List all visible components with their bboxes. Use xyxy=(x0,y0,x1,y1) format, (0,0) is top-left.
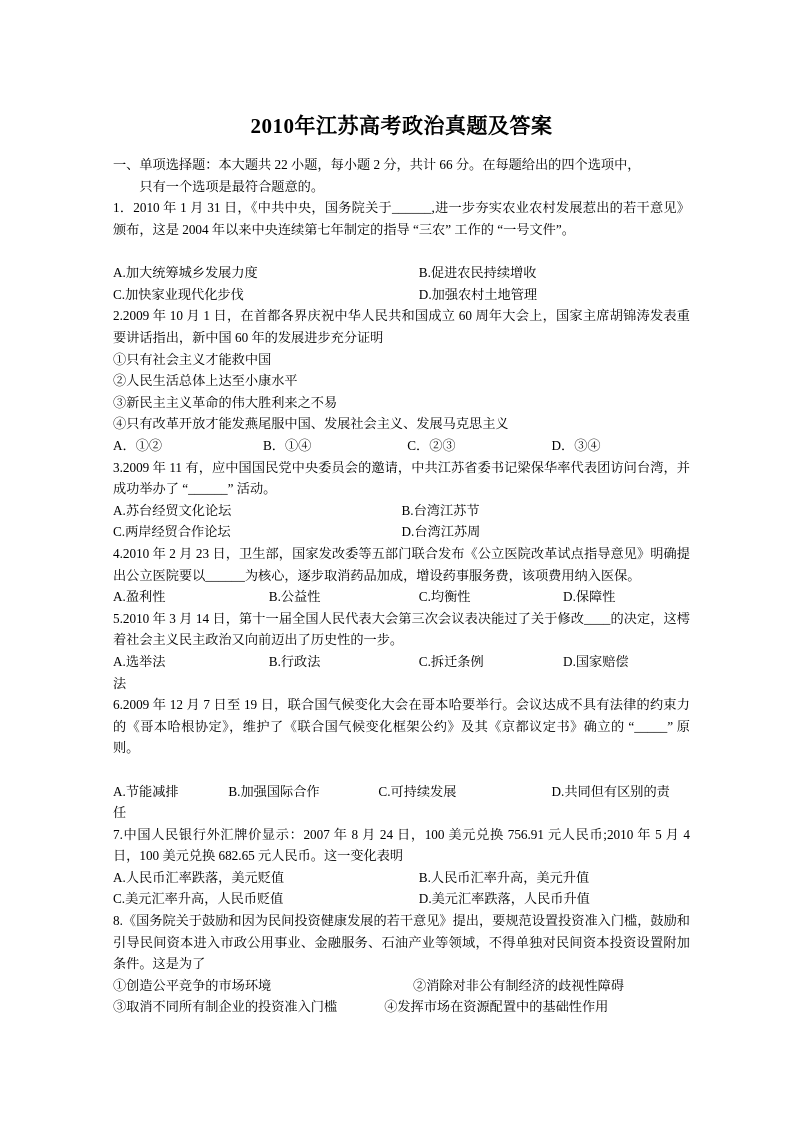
option-a[interactable]: A．①② xyxy=(113,438,163,454)
question-5-option-d-wrap: 法 xyxy=(113,675,127,691)
statement-1: ①创造公平竞争的市场环境 xyxy=(113,977,272,993)
statement-3: ③取消不同所有制企业的投资准入门槛 xyxy=(113,999,338,1015)
option-a[interactable]: A.盈利性 xyxy=(113,589,166,605)
option-a[interactable]: A.人民币汇率跌落，美元贬值 xyxy=(113,869,285,885)
option-d[interactable]: D.保障性 xyxy=(563,589,616,605)
question-3-options-row-2 xyxy=(113,521,690,543)
question-3-options-row-1 xyxy=(113,500,690,522)
section-intro-line-2: 只有一个选项是最符合题意的。 xyxy=(139,178,325,194)
option-d[interactable]: D.加强农村土地管理 xyxy=(418,286,538,302)
question-4 xyxy=(113,543,690,608)
option-d[interactable]: D.台湾江苏周 xyxy=(401,524,481,540)
option-b[interactable]: B.台湾江苏节 xyxy=(401,502,480,518)
question-7-options-row-2 xyxy=(113,888,690,910)
option-a[interactable]: A.加大统筹城乡发展力度 xyxy=(113,265,258,281)
question-2 xyxy=(113,305,690,456)
question-7-options-row-1 xyxy=(113,867,690,889)
question-8-statements-row-1 xyxy=(113,975,690,997)
question-8 xyxy=(113,910,690,1018)
question-2-statement-3: ③新民主主义革命的伟大胜利来之不易 xyxy=(113,394,338,410)
section-intro-line-1: 一、单项选择题：本大题共 22 小题，每小题 2 分，共计 66 分。在每题给出的四个选项中， xyxy=(113,157,641,173)
option-c[interactable]: C.拆迁条例 xyxy=(418,653,484,669)
question-2-statement-2: ②人民生活总体上达至小康水平 xyxy=(113,373,298,389)
option-b[interactable]: B.促进农民持续增收 xyxy=(418,265,537,281)
option-c[interactable]: C.可持续发展 xyxy=(378,783,457,799)
option-c[interactable]: C.加快家业现代化步伐 xyxy=(113,286,244,302)
question-8-statements-row-2 xyxy=(113,996,690,1018)
question-4-stem: 4.2010 年 2 月 23 日，卫生部，国家发改委等五部门联合发布《公立医院改革试点指导意见》明确提出公立医院要以______为核心，逐步取消药品加成，增设药事服务费，该项费用纳入医保。 xyxy=(113,545,690,583)
question-1-stem: 1．2010 年 1 月 31 日，《中共中央，国务院关于______,进一步夯实农业农村发展惹出的若干意见》颁布，这是 2004 年以来中央连续第七年制定的指导 “三农” 工作的 “一号文件”。 xyxy=(113,200,690,238)
page-title: 2010年江苏高考政治真题及答案 xyxy=(250,114,553,138)
question-7-stem: 7.中国人民银行外汇牌价显示：2007 年 8 月 24 日，100 美元兑换 756.91 元人民币;2010 年 5 月 4 日，100 美元兑换 682.65 元人民币。这一变化表明 xyxy=(113,826,690,864)
section-intro xyxy=(113,154,690,197)
question-6-options xyxy=(113,781,690,803)
spacer xyxy=(113,759,690,781)
question-5-options xyxy=(113,651,690,673)
question-5 xyxy=(113,608,690,694)
option-d[interactable]: D.美元汇率跌落，人民币升值 xyxy=(418,891,590,907)
question-8-stem: 8.《国务院关于鼓励和因为民间投资健康发展的若干意见》提出，要规范设置投资准入门槛，鼓励和引导民间资本进入市政公用事业、金融服务、石油产业等领域，不得单独对民间资本投资设置附加条件。这是为了 xyxy=(113,913,690,972)
option-c[interactable]: C.均衡性 xyxy=(418,589,471,605)
question-6-stem: 6.2009 年 12 月 7 日至 19 日，联合国气候变化大会在哥本哈要举行。会议达成不具有法律的约束力的《哥本哈根协定》，维护了《联合国气候变化框架公约》及其《京都议定书》确立的 “_____” 原则。 xyxy=(113,697,690,756)
option-c[interactable]: C.两岸经贸合作论坛 xyxy=(113,524,231,540)
question-4-options xyxy=(113,586,690,608)
spacer xyxy=(113,241,690,263)
option-a[interactable]: A.节能减排 xyxy=(113,783,179,799)
question-1-options-row-1 xyxy=(113,262,690,284)
question-3 xyxy=(113,457,690,543)
statement-2: ②消除对非公有制经济的歧视性障碍 xyxy=(413,977,625,993)
question-2-statement-1: ①只有社会主义才能救中国 xyxy=(113,351,272,367)
question-3-stem: 3.2009 年 11 有，应中国国民党中央委员会的邀请，中共江苏省委书记梁保华率代表团访问台湾，并成功举办了 “______” 活动。 xyxy=(113,459,690,497)
option-b[interactable]: B．①④ xyxy=(263,438,312,454)
option-b[interactable]: B.加强国际合作 xyxy=(228,783,320,799)
option-d[interactable]: D．③④ xyxy=(551,438,601,454)
option-b[interactable]: B.公益性 xyxy=(268,589,321,605)
question-7 xyxy=(113,824,690,910)
question-6-option-d-wrap: 任 xyxy=(113,805,127,821)
question-2-options xyxy=(113,435,690,457)
question-5-stem: 5.2010 年 3 月 14 日，第十一届全国人民代表大会第三次会议表决能过了关于修改____的决定，这樗着社会主义民主政治又向前迈出了历史性的一步。 xyxy=(113,610,690,648)
question-1 xyxy=(113,197,690,305)
option-a[interactable]: A.选举法 xyxy=(113,653,166,669)
question-6 xyxy=(113,694,690,824)
question-1-options-row-2 xyxy=(113,284,690,306)
statement-4: ④发挥市场在资源配置中的基础性作用 xyxy=(384,999,609,1015)
option-c[interactable]: C.美元汇率升高，人民币贬值 xyxy=(113,891,284,907)
option-c[interactable]: C．②③ xyxy=(407,438,456,454)
option-b[interactable]: B.行政法 xyxy=(268,653,321,669)
option-a[interactable]: A.苏台经贸文化论坛 xyxy=(113,502,232,518)
option-d[interactable]: D.国家赔偿 xyxy=(563,653,629,669)
question-2-statement-4: ④只有改革开放才能发燕尾服中国、发展社会主义、发展马克思主义 xyxy=(113,416,509,432)
option-b[interactable]: B.人民币汇率升高，美元升值 xyxy=(418,869,590,885)
question-2-stem: 2.2009 年 10 月 1 日，在首都各界庆祝中华人民共和国成立 60 周年大会上，国家主席胡锦涛发表重要讲话指出，新中国 60 年的发展进步充分证明 xyxy=(113,308,690,346)
option-d[interactable]: D.共同但有区别的责 xyxy=(551,783,670,799)
